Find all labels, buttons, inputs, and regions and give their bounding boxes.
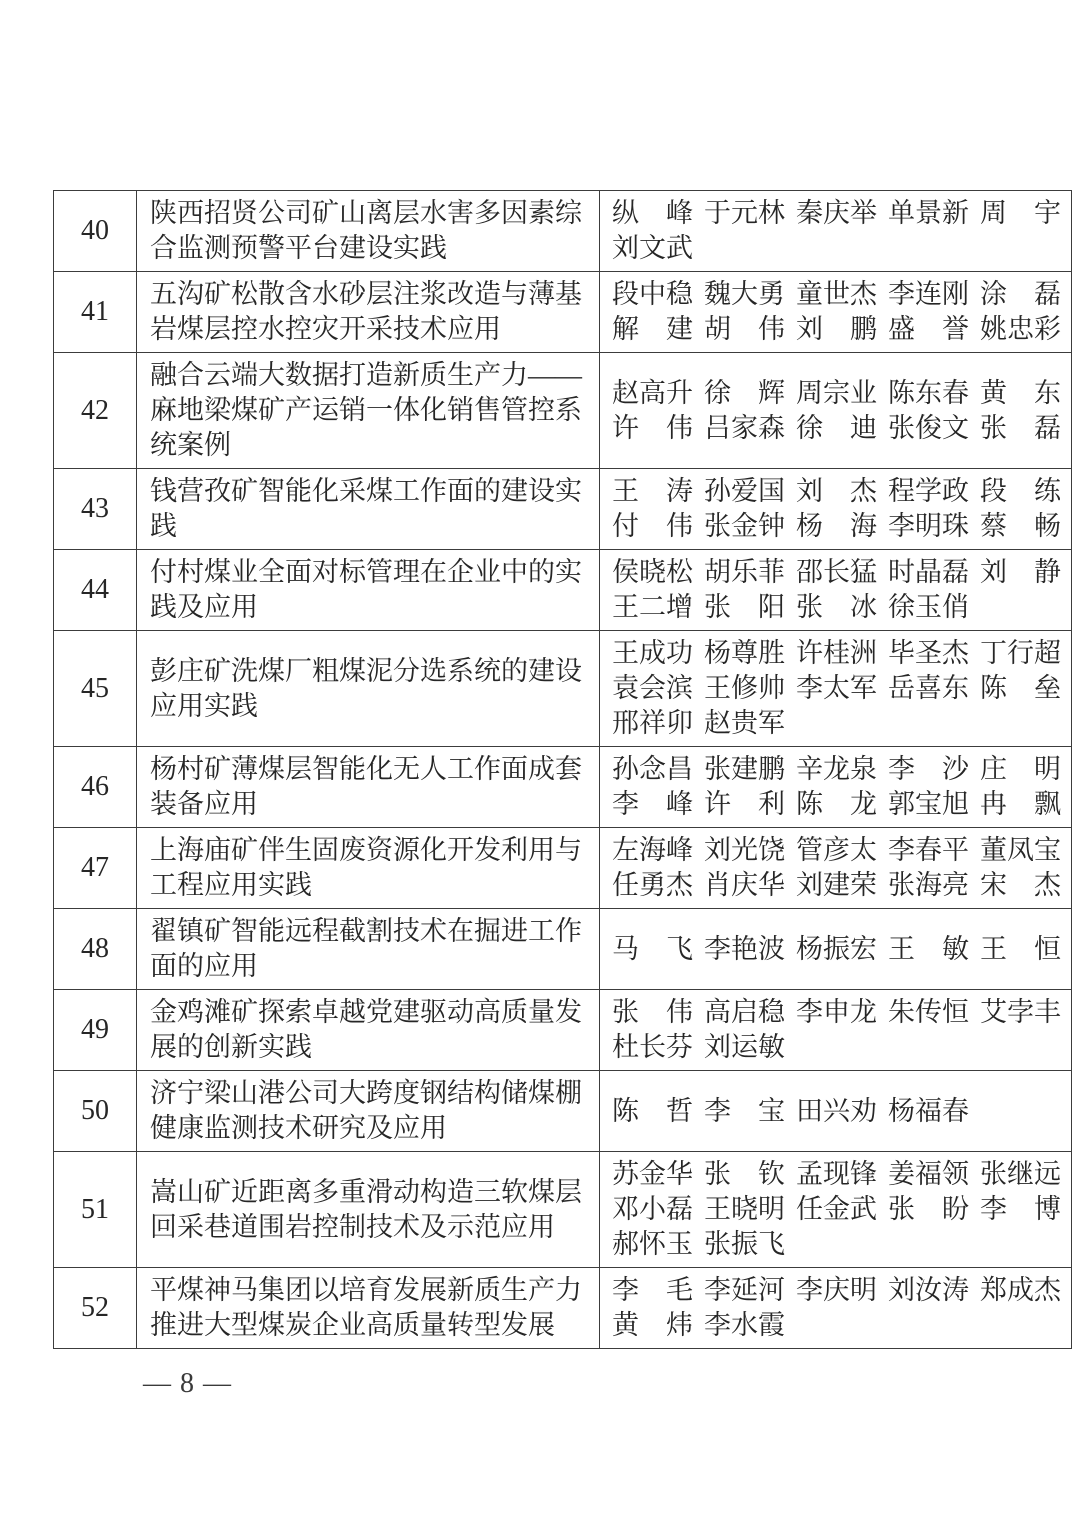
name-line <box>612 1308 1069 1343</box>
project-title <box>137 909 600 990</box>
author-name: 李太军 <box>796 673 877 703</box>
author-name: 李连刚 <box>888 279 969 309</box>
author-name: 纵 峰 <box>612 198 693 228</box>
author-name: 张建鹏 <box>704 754 785 784</box>
author-name: 张 阳 <box>704 592 785 622</box>
author-name: 姚忠彩 <box>980 314 1061 344</box>
author-name: 蔡 畅 <box>980 511 1061 541</box>
author-name: 徐玉俏 <box>888 592 969 622</box>
name-line <box>612 1192 1069 1227</box>
name-line <box>612 636 1069 671</box>
author-name: 苏金华 <box>612 1159 693 1189</box>
author-name: 孙爱国 <box>704 476 785 506</box>
author-name: 李 峰 <box>612 789 693 819</box>
name-line <box>612 932 1069 967</box>
title-line: 工程应用实践 <box>150 870 312 900</box>
name-line <box>612 995 1069 1030</box>
title-line: 推进大型煤炭企业高质量转型发展 <box>150 1310 555 1340</box>
row-number: 49 <box>54 990 137 1071</box>
name-line <box>612 411 1069 446</box>
author-names <box>600 1071 1072 1152</box>
title-line: 翟镇矿智能远程截割技术在掘进工作 <box>150 916 582 946</box>
author-names <box>600 747 1072 828</box>
author-name: 涂 磊 <box>980 279 1061 309</box>
name-line <box>612 1094 1069 1129</box>
author-name: 陈 垒 <box>980 673 1061 703</box>
author-names <box>600 353 1072 469</box>
page-number: — 8 — <box>143 1368 232 1399</box>
author-name: 盛 誉 <box>888 314 969 344</box>
author-name: 邓小磊 <box>612 1194 693 1224</box>
name-line <box>612 1030 1069 1065</box>
project-title <box>137 1268 600 1349</box>
author-name: 张 冰 <box>796 592 877 622</box>
title-line: 践 <box>150 511 177 541</box>
name-line <box>612 231 1069 266</box>
row-number: 45 <box>54 631 137 747</box>
author-name: 王 敏 <box>888 933 969 964</box>
author-name: 杜长芬 <box>612 1032 693 1062</box>
table-row <box>54 353 1072 469</box>
author-name: 胡乐菲 <box>704 557 785 587</box>
row-number: 48 <box>54 909 137 990</box>
author-name: 刘文武 <box>612 233 693 263</box>
author-name: 程学政 <box>888 476 969 506</box>
row-number: 42 <box>54 353 137 469</box>
title-line: 济宁梁山港公司大跨度钢结构储煤棚 <box>150 1078 582 1108</box>
name-line <box>612 376 1069 411</box>
author-name: 解 建 <box>612 314 693 344</box>
author-name: 郝怀玉 <box>612 1229 693 1259</box>
author-name: 李申龙 <box>796 997 877 1027</box>
author-name: 杨福春 <box>888 1095 969 1126</box>
author-name: 李水霞 <box>704 1310 785 1340</box>
project-title <box>137 1152 600 1268</box>
author-name: 段 练 <box>980 476 1061 506</box>
author-name: 刘汝涛 <box>888 1275 969 1305</box>
author-names <box>600 550 1072 631</box>
author-name: 张继远 <box>980 1159 1061 1189</box>
author-name: 马 飞 <box>612 933 693 964</box>
author-name: 李 博 <box>980 1194 1061 1224</box>
author-name: 姜福领 <box>888 1159 969 1189</box>
author-name: 张 伟 <box>612 997 693 1027</box>
author-name: 张 盼 <box>888 1194 969 1224</box>
award-table <box>53 190 1072 1349</box>
author-name: 田兴劝 <box>796 1095 877 1126</box>
title-line: 麻地梁煤矿产运销一体化销售管控系 <box>150 395 582 425</box>
name-line <box>612 509 1069 544</box>
author-name: 单景新 <box>888 198 969 228</box>
row-number: 46 <box>54 747 137 828</box>
author-name: 毕圣杰 <box>888 638 969 668</box>
author-name: 管彦太 <box>796 835 877 865</box>
author-name: 秦庆举 <box>796 198 877 228</box>
author-name: 陈 哲 <box>612 1095 693 1126</box>
author-name: 黄 东 <box>980 377 1061 408</box>
author-names <box>600 1268 1072 1349</box>
project-title <box>137 272 600 353</box>
author-name: 邢祥卯 <box>612 708 693 738</box>
author-name: 高启稳 <box>704 997 785 1027</box>
row-number: 44 <box>54 550 137 631</box>
name-line <box>612 706 1069 741</box>
author-name: 丁行超 <box>980 638 1061 668</box>
author-name: 吕家森 <box>704 412 785 443</box>
award-table-body <box>54 191 1072 1349</box>
author-name: 郭宝旭 <box>888 789 969 819</box>
author-name: 刘 静 <box>980 557 1061 587</box>
author-name: 陈东春 <box>888 377 969 408</box>
name-line <box>612 752 1069 787</box>
table-row <box>54 1071 1072 1152</box>
row-number: 52 <box>54 1268 137 1349</box>
author-name: 胡 伟 <box>704 314 785 344</box>
project-title <box>137 990 600 1071</box>
title-line: 践及应用 <box>150 592 258 622</box>
author-name: 孟现锋 <box>796 1159 877 1189</box>
author-name: 许 伟 <box>612 412 693 443</box>
table-row <box>54 1268 1072 1349</box>
author-name: 刘 鹏 <box>796 314 877 344</box>
author-name: 张 钦 <box>704 1159 785 1189</box>
name-line <box>612 1157 1069 1192</box>
row-number: 40 <box>54 191 137 272</box>
author-name: 李明珠 <box>888 511 969 541</box>
author-name: 李庆明 <box>796 1275 877 1305</box>
table-row <box>54 469 1072 550</box>
project-title <box>137 353 600 469</box>
title-line: 嵩山矿近距离多重滑动构造三软煤层 <box>150 1176 582 1207</box>
author-names <box>600 828 1072 909</box>
row-number: 43 <box>54 469 137 550</box>
title-line: 上海庙矿伴生固废资源化开发利用与 <box>150 835 582 865</box>
table-row <box>54 747 1072 828</box>
author-name: 张俊文 <box>888 412 969 443</box>
author-name: 杨 海 <box>796 511 877 541</box>
title-line: 回采巷道围岩控制技术及示范应用 <box>150 1211 555 1242</box>
author-name: 段中稳 <box>612 279 693 309</box>
title-line: 健康监测技术研究及应用 <box>150 1113 447 1143</box>
author-name: 时晶磊 <box>888 557 969 587</box>
project-title <box>137 631 600 747</box>
author-name: 刘 杰 <box>796 476 877 506</box>
author-name: 袁会滨 <box>612 673 693 703</box>
author-name: 付 伟 <box>612 511 693 541</box>
name-line <box>612 590 1069 625</box>
author-names <box>600 1152 1072 1268</box>
author-name: 朱传恒 <box>888 997 969 1027</box>
project-title <box>137 191 600 272</box>
author-name: 李 毛 <box>612 1275 693 1305</box>
row-number: 50 <box>54 1071 137 1152</box>
author-name: 刘运敏 <box>704 1032 785 1062</box>
author-name: 邵长猛 <box>796 557 877 587</box>
title-line: 展的创新实践 <box>150 1032 312 1062</box>
title-line: 付村煤业全面对标管理在企业中的实 <box>150 557 582 587</box>
table-row <box>54 191 1072 272</box>
author-name: 王 涛 <box>612 476 693 506</box>
author-name: 张金钟 <box>704 511 785 541</box>
author-names <box>600 191 1072 272</box>
author-name: 张 磊 <box>980 412 1061 443</box>
author-name: 王修帅 <box>704 673 785 703</box>
author-name: 张振飞 <box>704 1229 785 1259</box>
author-name: 刘建荣 <box>796 870 877 900</box>
author-names <box>600 990 1072 1071</box>
name-line <box>612 196 1069 231</box>
title-line: 融合云端大数据打造新质生产力—— <box>150 360 582 390</box>
author-name: 童世杰 <box>796 279 877 309</box>
title-line: 彭庄矿洗煤厂粗煤泥分选系统的建设 <box>150 655 582 686</box>
author-name: 李延河 <box>704 1275 785 1305</box>
author-name: 徐 迪 <box>796 412 877 443</box>
table-row <box>54 631 1072 747</box>
name-line <box>612 833 1069 868</box>
title-line: 装备应用 <box>150 789 258 819</box>
author-name: 庄 明 <box>980 754 1061 784</box>
author-name: 王晓明 <box>704 1194 785 1224</box>
author-name: 冉 飘 <box>980 789 1061 819</box>
author-name: 侯晓松 <box>612 557 693 587</box>
name-line <box>612 868 1069 903</box>
author-name: 周 宇 <box>980 198 1061 228</box>
author-name: 徐 辉 <box>704 377 785 408</box>
author-names <box>600 469 1072 550</box>
author-name: 杨振宏 <box>796 933 877 964</box>
author-name: 肖庆华 <box>704 870 785 900</box>
author-name: 郑成杰 <box>980 1275 1061 1305</box>
author-name: 陈 龙 <box>796 789 877 819</box>
table-row <box>54 909 1072 990</box>
name-line <box>612 277 1069 312</box>
title-line: 钱营孜矿智能化采煤工作面的建设实 <box>150 476 582 506</box>
title-line: 合监测预警平台建设实践 <box>150 233 447 263</box>
author-names <box>600 909 1072 990</box>
author-names <box>600 272 1072 353</box>
author-name: 李 沙 <box>888 754 969 784</box>
author-name: 刘光饶 <box>704 835 785 865</box>
author-name: 董凤宝 <box>980 835 1061 865</box>
project-title <box>137 828 600 909</box>
author-name: 宋 杰 <box>980 870 1061 900</box>
name-line <box>612 1273 1069 1308</box>
name-line <box>612 787 1069 822</box>
author-name: 任勇杰 <box>612 870 693 900</box>
name-line <box>612 1227 1069 1262</box>
name-line <box>612 312 1069 347</box>
title-line: 五沟矿松散含水砂层注浆改造与薄基 <box>150 279 582 309</box>
title-line: 面的应用 <box>150 951 258 981</box>
author-name: 许桂洲 <box>796 638 877 668</box>
project-title <box>137 469 600 550</box>
author-name: 岳喜东 <box>888 673 969 703</box>
author-name: 左海峰 <box>612 835 693 865</box>
author-names <box>600 631 1072 747</box>
author-name: 赵高升 <box>612 377 693 408</box>
title-line: 陕西招贤公司矿山离层水害多因素综 <box>150 198 582 228</box>
author-name: 赵贵军 <box>704 708 785 738</box>
table-row <box>54 990 1072 1071</box>
table-row <box>54 272 1072 353</box>
name-line <box>612 474 1069 509</box>
row-number: 41 <box>54 272 137 353</box>
author-name: 许 利 <box>704 789 785 819</box>
author-name: 李艳波 <box>704 933 785 964</box>
title-line: 金鸡滩矿探索卓越党建驱动高质量发 <box>150 997 582 1027</box>
author-name: 杨尊胜 <box>704 638 785 668</box>
author-name: 李春平 <box>888 835 969 865</box>
project-title <box>137 747 600 828</box>
title-line: 统案例 <box>150 430 231 460</box>
title-line: 岩煤层控水控灾开采技术应用 <box>150 314 501 344</box>
table-row <box>54 550 1072 631</box>
author-name: 艾孛丰 <box>980 997 1061 1027</box>
row-number: 51 <box>54 1152 137 1268</box>
author-name: 辛龙泉 <box>796 754 877 784</box>
title-line: 平煤神马集团以培育发展新质生产力 <box>150 1275 582 1305</box>
author-name: 周宗业 <box>796 377 877 408</box>
row-number: 47 <box>54 828 137 909</box>
name-line <box>612 671 1069 706</box>
title-line: 杨村矿薄煤层智能化无人工作面成套 <box>150 754 582 784</box>
title-line: 应用实践 <box>150 690 258 721</box>
table-row <box>54 828 1072 909</box>
author-name: 张海亮 <box>888 870 969 900</box>
author-name: 李 宝 <box>704 1095 785 1126</box>
project-title <box>137 1071 600 1152</box>
name-line <box>612 555 1069 590</box>
author-name: 魏大勇 <box>704 279 785 309</box>
author-name: 于元林 <box>704 198 785 228</box>
project-title <box>137 550 600 631</box>
author-name: 孙念昌 <box>612 754 693 784</box>
author-name: 王 恒 <box>980 933 1061 964</box>
author-name: 任金武 <box>796 1194 877 1224</box>
author-name: 王成功 <box>612 638 693 668</box>
table-row <box>54 1152 1072 1268</box>
author-name: 王二增 <box>612 592 693 622</box>
author-name: 黄 炜 <box>612 1310 693 1340</box>
